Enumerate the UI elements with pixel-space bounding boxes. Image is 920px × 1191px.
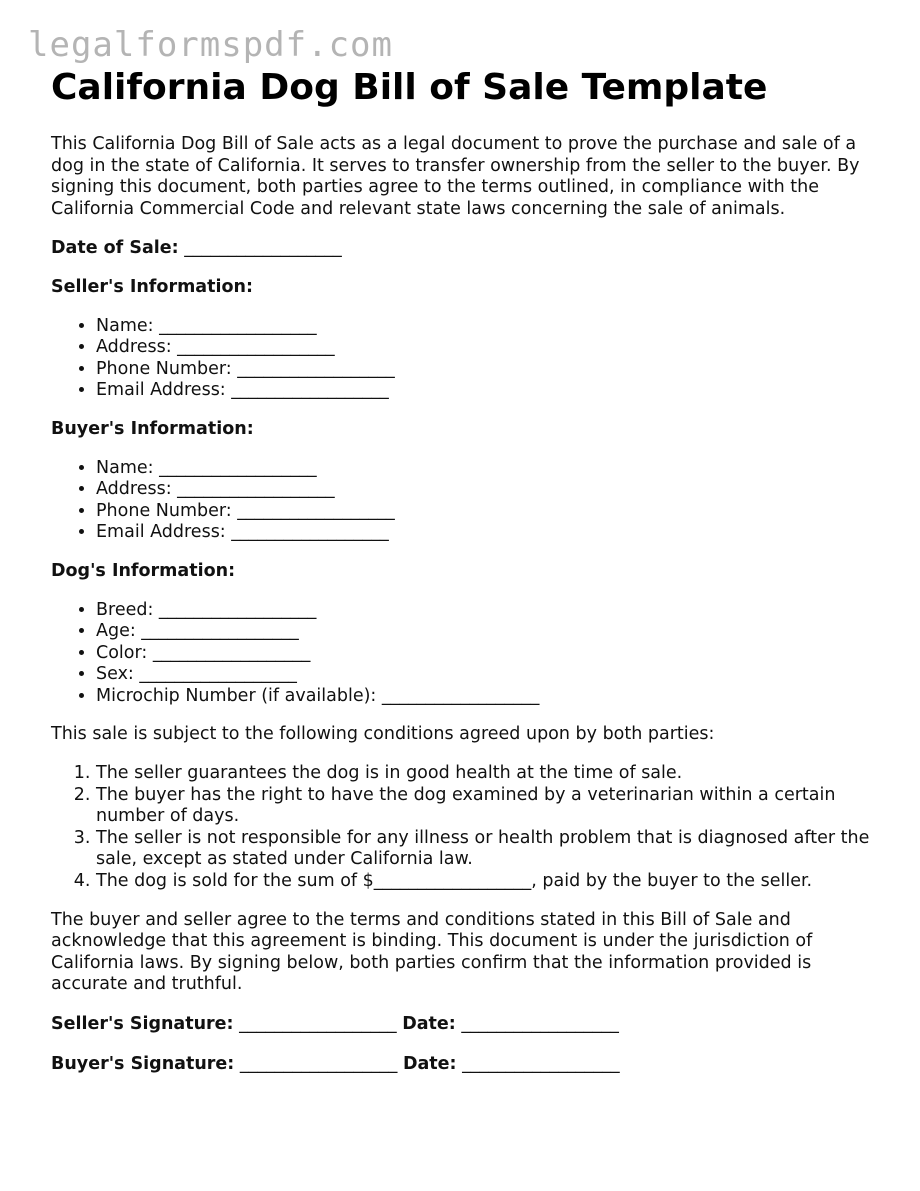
conditions-list <box>51 763 871 893</box>
condition-item: 1. The seller guarantees the dog is in good health at the time of sale. <box>96 763 871 785</box>
watermark-logo: legalformspdf.com <box>28 25 393 65</box>
dog-info-list <box>51 600 871 708</box>
condition-item: 3. The seller is not responsible for any illness or health problem that is diagnosed after the sale, except as stated under California law. <box>96 828 871 871</box>
buyer-phone-field: • Phone Number: __________________ <box>96 501 871 523</box>
dog-info-heading: Dog's Information: <box>51 560 236 581</box>
buyer-email-field: • Email Address: __________________ <box>96 522 871 544</box>
seller-email-field: • Email Address: __________________ <box>96 380 871 402</box>
buyer-info-list <box>51 458 871 544</box>
seller-signature-line <box>51 1014 871 1036</box>
seller-signature-label: Seller's Signature: <box>51 1014 234 1034</box>
date-of-sale-label: Date of Sale: <box>51 238 179 259</box>
dog-color-field: • Color: __________________ <box>96 643 871 665</box>
seller-phone-field: • Phone Number: __________________ <box>96 359 871 381</box>
dog-microchip-field: • Microchip Number (if available): __________________ <box>96 686 871 708</box>
buyer-info-heading: Buyer's Information: <box>51 418 254 439</box>
buyer-address-field: • Address: __________________ <box>96 479 871 501</box>
dog-sex-field: • Sex: __________________ <box>96 664 871 686</box>
date-of-sale-line <box>51 238 871 260</box>
seller-date-blank: __________________ <box>461 1014 619 1034</box>
seller-date-label: Date: <box>402 1014 456 1034</box>
buyer-name-field: • Name: __________________ <box>96 458 871 480</box>
dog-age-field: • Age: __________________ <box>96 621 871 643</box>
seller-info-heading: Seller's Information: <box>51 276 253 297</box>
seller-name-field: • Name: __________________ <box>96 316 871 338</box>
dog-breed-field: • Breed: __________________ <box>96 600 871 622</box>
conditions-intro: This sale is subject to the following conditions agreed upon by both parties: <box>51 724 715 745</box>
buyer-signature-line <box>51 1054 871 1076</box>
condition-item: 2. The buyer has the right to have the dog examined by a veterinarian within a certain number of days. <box>96 785 871 828</box>
condition-item: 4. The dog is sold for the sum of $__________________, paid by the buyer to the seller. <box>96 871 871 893</box>
buyer-date-blank: __________________ <box>462 1053 620 1074</box>
page-title: California Dog Bill of Sale Template <box>51 67 768 108</box>
seller-signature-blank: __________________ <box>239 1014 397 1034</box>
seller-info-list <box>51 316 871 402</box>
closing-paragraph: The buyer and seller agree to the terms and conditions stated in this Bill of Sale and acknowledge that this agreement is binding. This document is under the jurisdiction of California laws. By signing below, both parties confirm that the information provided is accurate and truthful. <box>51 909 813 995</box>
seller-address-field: • Address: __________________ <box>96 337 871 359</box>
intro-paragraph: This California Dog Bill of Sale acts as a legal document to prove the purchase and sale of a dog in the state of California. It serves to transfer ownership from the seller to the buyer. By signing this document, both parties agree to the terms outlined, in compliance with the California Commercial Code and relevant state laws concerning the sale of animals. <box>51 134 860 219</box>
buyer-signature-blank: __________________ <box>239 1053 398 1074</box>
buyer-signature-label: Buyer's Signature: <box>51 1053 235 1074</box>
document-page <box>51 66 871 1075</box>
date-of-sale-blank: __________________ <box>184 238 342 259</box>
buyer-date-label: Date: <box>402 1053 457 1074</box>
